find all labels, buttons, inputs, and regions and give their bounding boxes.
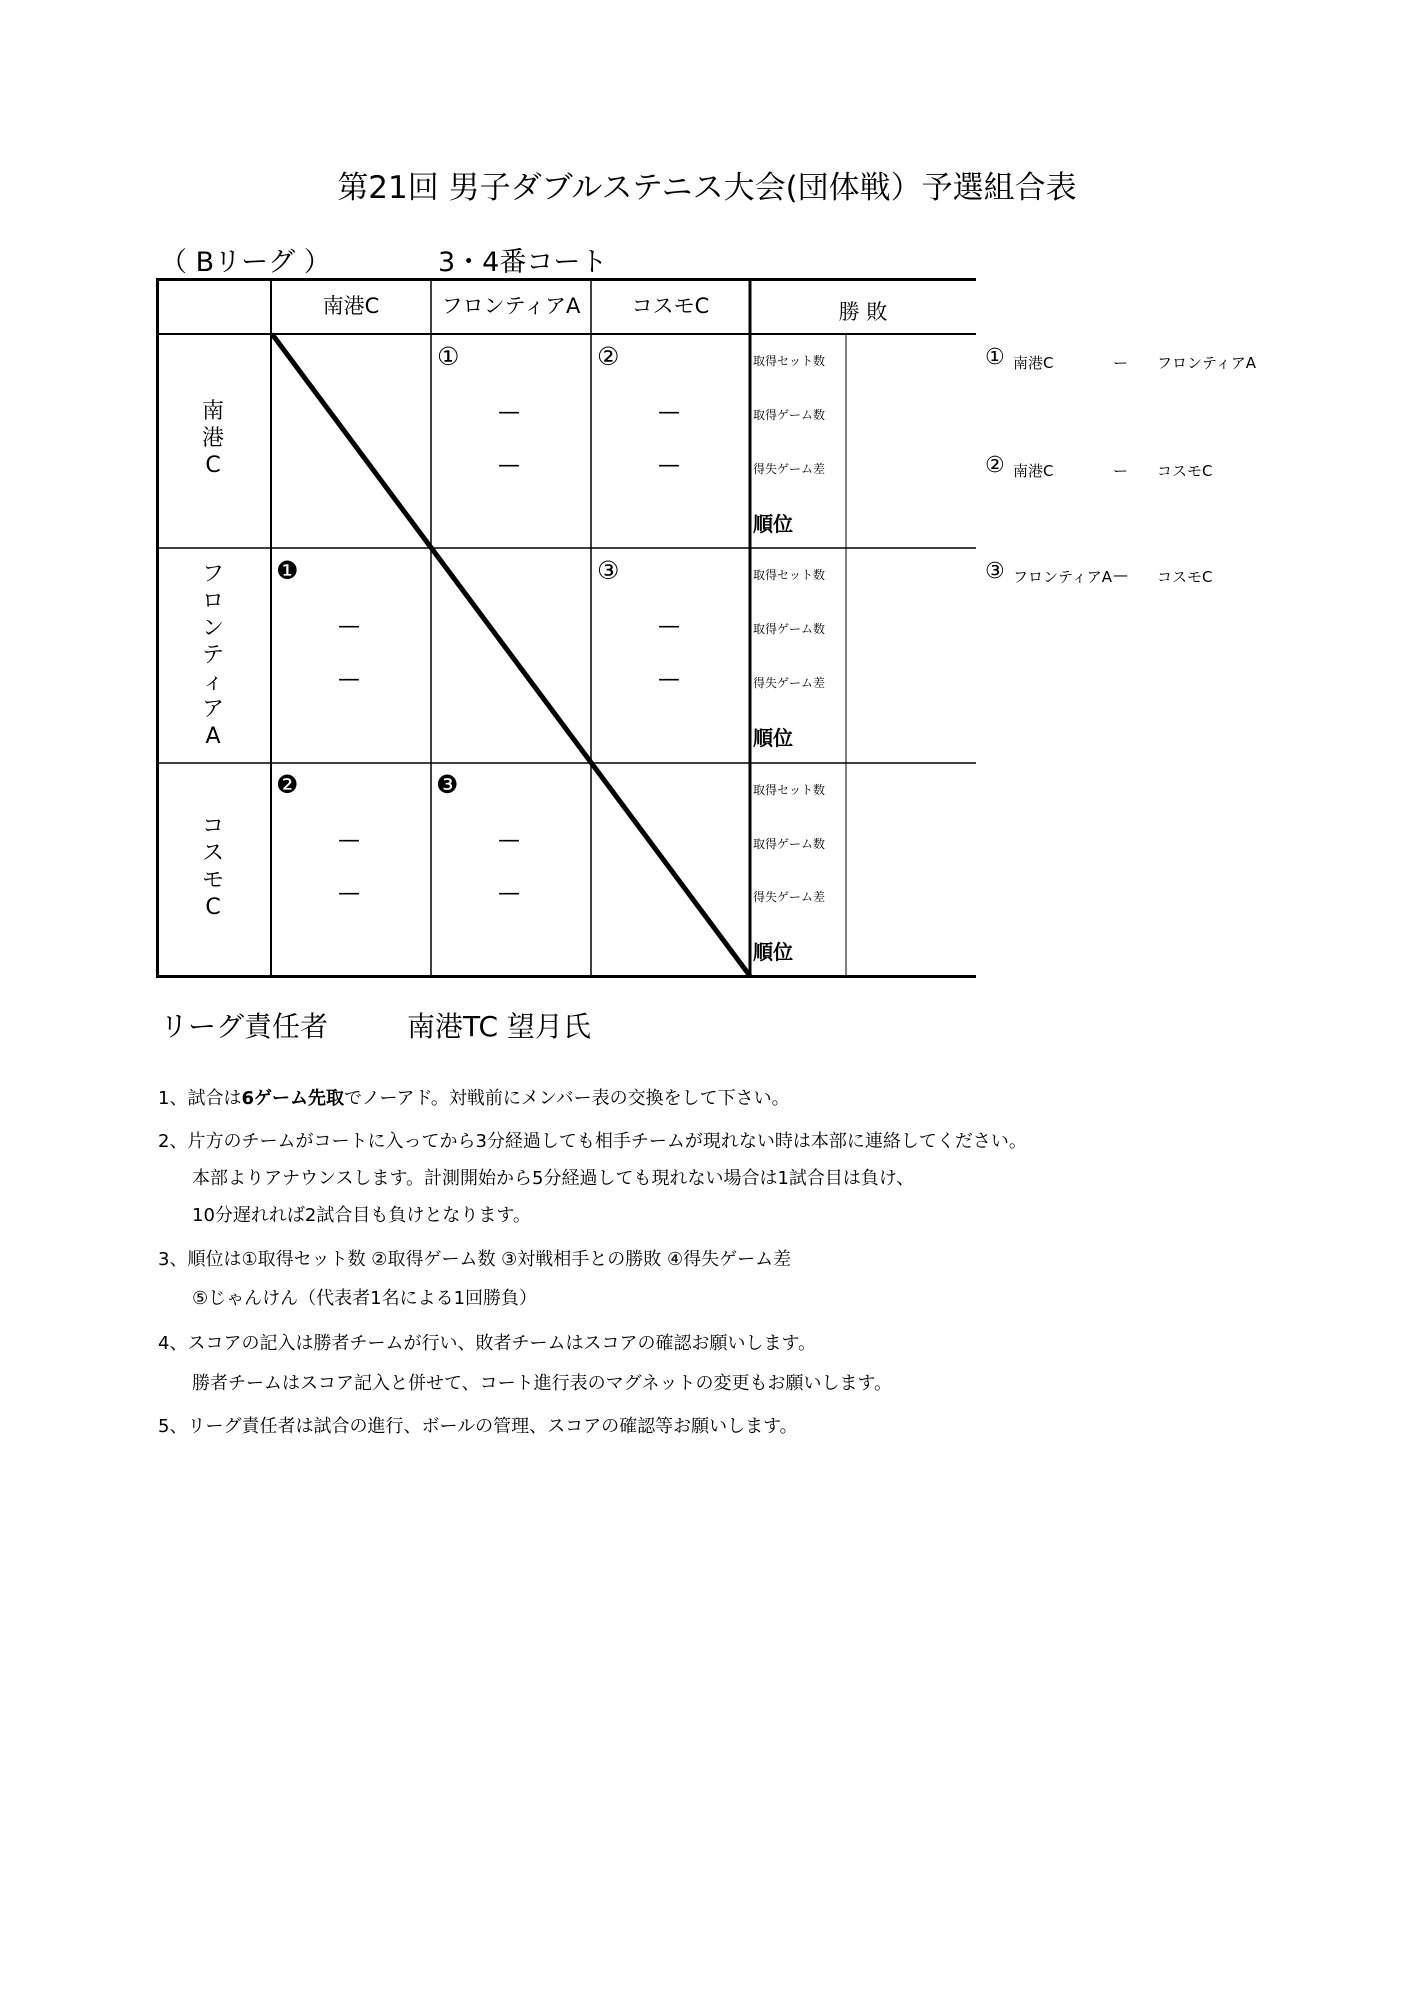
league-name: （ Bリーグ ） bbox=[160, 247, 331, 278]
rank-label: 順位 bbox=[753, 940, 793, 964]
score-dash: — bbox=[338, 614, 360, 639]
court-assignment: 3・4番コート bbox=[438, 247, 608, 278]
score-dash: — bbox=[658, 453, 680, 478]
round-robin-table bbox=[156, 278, 976, 978]
match-mark-1-filled: ❶ bbox=[276, 556, 299, 585]
rank-label: 順位 bbox=[753, 726, 793, 750]
stat-games-label: 取得ゲーム数 bbox=[753, 622, 826, 636]
score-dash: — bbox=[498, 828, 520, 853]
row-label-team2: フ ロ ン テ ィ ア A bbox=[201, 562, 224, 749]
stat-sets-label: 取得セット数 bbox=[753, 783, 826, 797]
column-header-team3: コスモC bbox=[631, 294, 710, 318]
column-header-team1: 南港C bbox=[322, 294, 380, 318]
stat-games-label: 取得ゲーム数 bbox=[753, 837, 826, 851]
column-header-team2: フロンティアA bbox=[441, 294, 581, 318]
match-mark-2: ② bbox=[597, 342, 620, 371]
score-dash: — bbox=[498, 400, 520, 425]
stat-sets-label: 取得セット数 bbox=[753, 568, 826, 582]
page-title: 第21回 男子ダブルステニス大会(団体戦）予選組合表 bbox=[337, 170, 1077, 206]
stat-sets-label: 取得セット数 bbox=[753, 354, 826, 368]
score-dash: — bbox=[658, 400, 680, 425]
note-3-line-2: ⑤じゃんけん（代表者1名による1回勝負） bbox=[192, 1288, 538, 1309]
score-dash: — bbox=[338, 828, 360, 853]
table-border bbox=[158, 280, 977, 977]
stat-diff-label: 得失ゲーム差 bbox=[753, 462, 826, 476]
score-dash: — bbox=[658, 667, 680, 692]
note-1: 1、試合は6ゲーム先取でノーアド。対戦前にメンバー表の交換をして下さい。 bbox=[158, 1088, 790, 1109]
score-dash: — bbox=[498, 453, 520, 478]
league-leader-name: 南港TC 望月氏 bbox=[407, 1010, 591, 1043]
match-mark-1: ① bbox=[437, 342, 460, 371]
score-dash: — bbox=[338, 881, 360, 906]
note-2-line-2: 本部よりアナウンスします。計測開始から5分経過しても現れない場合は1試合目は負け、 bbox=[192, 1168, 915, 1189]
stat-games-label: 取得ゲーム数 bbox=[753, 408, 826, 422]
column-header-result: 勝 敗 bbox=[838, 300, 888, 324]
row-label-team3: コ ス モ C bbox=[201, 814, 224, 920]
league-leader-label: リーグ責任者 bbox=[160, 1010, 329, 1043]
match-mark-2-filled: ❷ bbox=[276, 770, 299, 799]
table-grid-lines bbox=[156, 278, 976, 978]
note-2-line-3: 10分遅れれば2試合目も負けとなります。 bbox=[192, 1205, 531, 1226]
match-mark-3-filled: ❸ bbox=[436, 770, 459, 799]
row-label-team1: 南 港 C bbox=[201, 399, 224, 478]
score-dash: — bbox=[658, 614, 680, 639]
stat-diff-label: 得失ゲーム差 bbox=[753, 890, 826, 904]
diagonal-line bbox=[272, 334, 750, 976]
rank-label: 順位 bbox=[753, 512, 793, 536]
stat-diff-label: 得失ゲーム差 bbox=[753, 676, 826, 690]
note-4-line-1: 4、スコアの記入は勝者チームが行い、敗者チームはスコアの確認お願いします。 bbox=[158, 1333, 817, 1354]
score-dash: — bbox=[338, 667, 360, 692]
note-3-line-1: 3、順位は①取得セット数 ②取得ゲーム数 ③対戦相手との勝敗 ④得失ゲーム差 bbox=[158, 1249, 792, 1270]
note-5: 5、リーグ責任者は試合の進行、ボールの管理、スコアの確認等お願いします。 bbox=[158, 1416, 798, 1437]
match-mark-3: ③ bbox=[597, 556, 620, 585]
note-2-line-1: 2、片方のチームがコートに入ってから3分経過しても相手チームが現れない時は本部に連絡してください。 bbox=[158, 1131, 1027, 1152]
score-dash: — bbox=[498, 881, 520, 906]
note-4-line-2: 勝者チームはスコア記入と併せて、コート進行表のマグネットの変更もお願いします。 bbox=[192, 1373, 893, 1394]
